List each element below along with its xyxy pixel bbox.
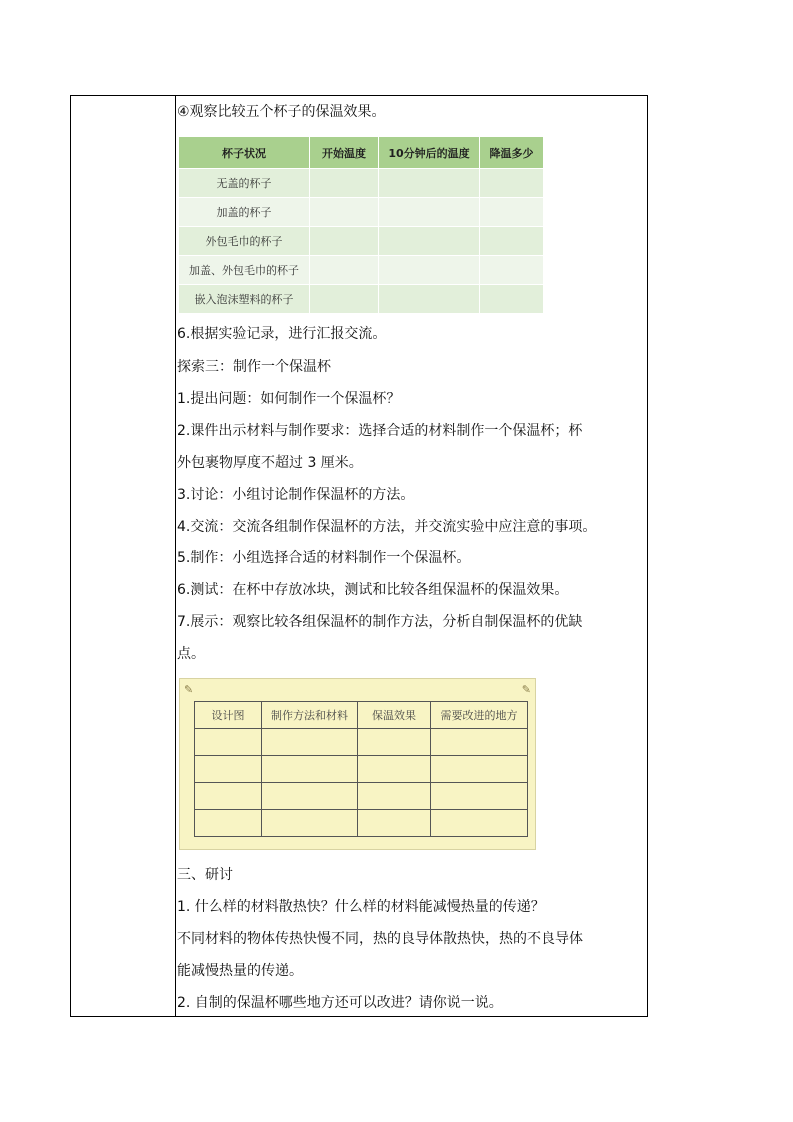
table-cell <box>195 729 262 756</box>
table-cell <box>379 169 480 198</box>
table-cell <box>431 756 528 783</box>
table-cell <box>480 256 544 285</box>
table-cell <box>358 729 431 756</box>
text-line: 6.测试：在杯中存放冰块，测试和比较各组保温杯的保温效果。 <box>177 582 569 598</box>
answer-line: 不同材料的物体传热快慢不同，热的良导体散热快，热的不良导体 <box>177 931 583 947</box>
table-row <box>179 285 544 314</box>
section-heading: 三、研讨 <box>177 867 233 883</box>
pin-icon: ✎ <box>521 683 531 696</box>
text-line: 7.展示：观察比较各组保温杯的制作方法，分析自制保温杯的优缺 <box>177 614 583 630</box>
table-cell <box>358 756 431 783</box>
design-header: 保温效果 <box>358 702 431 729</box>
table-row <box>179 169 544 198</box>
table-cell <box>262 810 358 837</box>
lesson-table <box>70 95 648 1017</box>
design-header: 制作方法和材料 <box>262 702 358 729</box>
cup-label: 加盖的杯子 <box>179 198 310 227</box>
cup-label: 加盖、外包毛巾的杯子 <box>179 256 310 285</box>
header-line: ④观察比较五个杯子的保温效果。 <box>177 104 386 120</box>
table-cell <box>379 256 480 285</box>
text-line: 点。 <box>177 646 205 662</box>
text-line: 2.课件出示材料与制作要求：选择合适的材料制作一个保温杯；杯 <box>177 423 583 439</box>
table-cell <box>310 256 379 285</box>
table-cell <box>262 783 358 810</box>
table-cell <box>379 285 480 314</box>
table-cell <box>379 198 480 227</box>
cup-header: 杯子状况 <box>179 137 310 169</box>
table-row <box>195 783 528 810</box>
table-row <box>179 256 544 285</box>
table-row <box>195 729 528 756</box>
text-line: 外包裹物厚度不超过 3 厘米。 <box>177 455 363 471</box>
design-record-panel <box>179 678 536 850</box>
cup-label: 无盖的杯子 <box>179 169 310 198</box>
table-cell <box>195 810 262 837</box>
table-cell <box>431 729 528 756</box>
table-cell <box>195 756 262 783</box>
text-line: 1.提出问题：如何制作一个保温杯？ <box>177 391 401 407</box>
text-line: 5.制作：小组选择合适的材料制作一个保温杯。 <box>177 550 471 566</box>
table-cell <box>431 783 528 810</box>
table-cell <box>480 198 544 227</box>
column-divider <box>175 96 176 1016</box>
cup-header: 10分钟后的温度 <box>379 137 480 169</box>
table-cell <box>480 227 544 256</box>
table-cell <box>480 285 544 314</box>
table-cell <box>310 227 379 256</box>
answer-line: 能减慢热量的传递。 <box>177 963 303 979</box>
table-cell <box>262 729 358 756</box>
table-cell <box>358 810 431 837</box>
table-cell <box>480 169 544 198</box>
text-line: 4.交流：交流各组制作保温杯的方法，并交流实验中应注意的事项。 <box>177 519 597 535</box>
text-line: 探索三：制作一个保温杯 <box>177 359 331 375</box>
table-cell <box>431 810 528 837</box>
pin-icon: ✎ <box>184 683 194 696</box>
table-cell <box>358 783 431 810</box>
text-line: 6.根据实验记录，进行汇报交流。 <box>177 326 387 342</box>
table-cell <box>310 285 379 314</box>
cup-header: 开始温度 <box>310 137 379 169</box>
design-record-table <box>194 701 528 837</box>
table-cell <box>195 783 262 810</box>
question-line: 2. 自制的保温杯哪些地方还可以改进？请你说一说。 <box>177 995 503 1011</box>
cup-label: 嵌入泡沫塑料的杯子 <box>179 285 310 314</box>
cup-header: 降温多少 <box>480 137 544 169</box>
cup-label: 外包毛巾的杯子 <box>179 227 310 256</box>
design-header: 设计图 <box>195 702 262 729</box>
table-row <box>179 198 544 227</box>
table-cell <box>310 198 379 227</box>
table-row <box>195 810 528 837</box>
question-line: 1. 什么样的材料散热快？什么样的材料能减慢热量的传递？ <box>177 899 545 915</box>
table-row <box>179 227 544 256</box>
table-cell <box>310 169 379 198</box>
table-cell <box>262 756 358 783</box>
table-row <box>195 756 528 783</box>
text-line: 3.讨论：小组讨论制作保温杯的方法。 <box>177 487 415 503</box>
table-cell <box>379 227 480 256</box>
cup-temperature-table <box>179 137 544 313</box>
design-header: 需要改进的地方 <box>431 702 528 729</box>
